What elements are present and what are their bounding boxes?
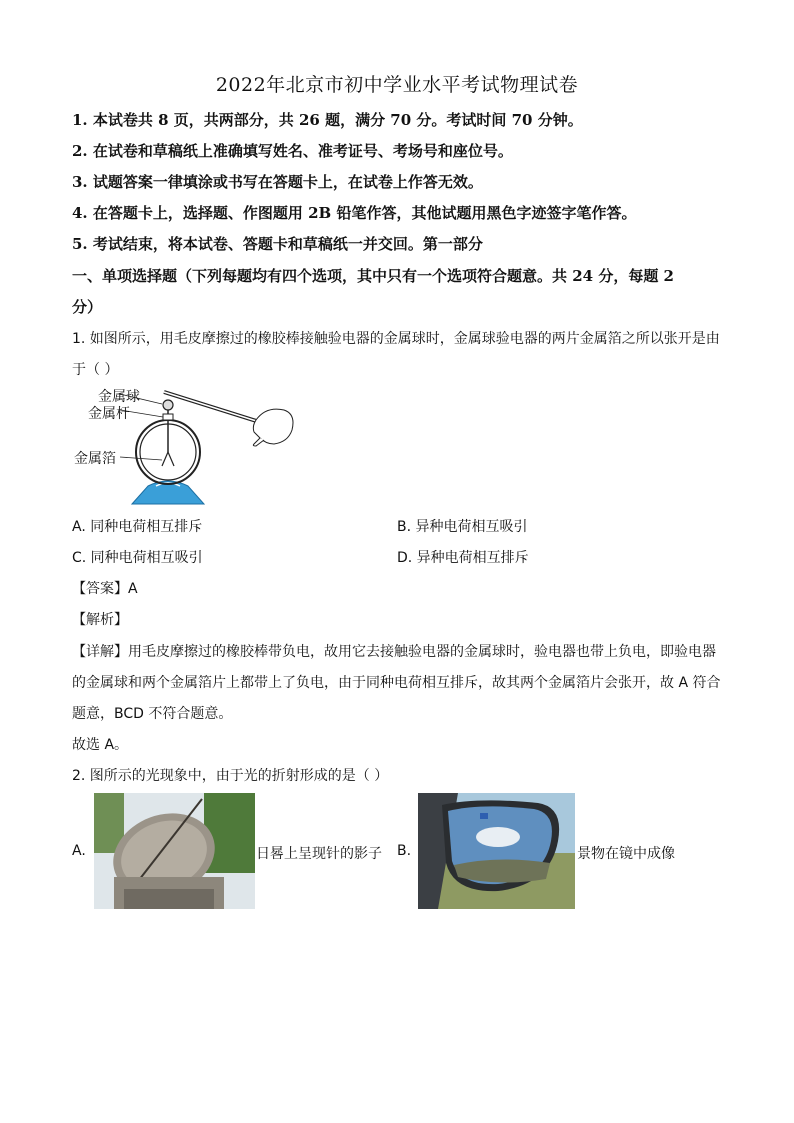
q1-option-c: C. 同种电荷相互吸引 [72,550,203,566]
q1-option-d: D. 异种电荷相互排斥 [397,550,529,566]
q1-analysis-label: 【解析】 [72,612,128,628]
section-heading-cont: 分） [72,298,103,316]
q2-option-a-text: 日晷上呈现针的影子 [256,846,382,862]
q2-option-b-text: 景物在镜中成像 [577,846,675,862]
q2-option-b-letter: B. [397,843,412,859]
q1-option-a: A. 同种电荷相互排斥 [72,519,203,535]
q1-detail-1: 【详解】用毛皮摩擦过的橡胶棒带负电，故用它去接触验电器的金属球时，验电器也带上负电，即验电器 [72,644,716,660]
q1-conclusion: 故选 A。 [72,737,129,753]
label-metal-ball: 金属球 [98,389,140,405]
section-heading: 一、单项选择题（下列每题均有四个选项，其中只有一个选项符合题意。共 24 分，每题 2 [72,267,674,285]
sundial-photo [94,793,255,909]
label-metal-rod: 金属杆 [88,406,130,422]
q1-stem-cont: 于（ ） [72,362,119,378]
q1-detail-3: 题意，BCD 不符合题意。 [72,706,233,722]
q2-stem: 2. 图所示的光现象中，由于光的折射形成的是（ ） [72,768,389,784]
mirror-photo [418,793,575,909]
q2-option-a-letter: A. [72,843,86,859]
instruction-3: 3. 试题答案一律填涂或书写在答题卡上，在试卷上作答无效。 [72,173,483,191]
instruction-2: 2. 在试卷和草稿纸上准确填写姓名、准考证号、考场号和座位号。 [72,142,513,160]
instruction-5: 5. 考试结束，将本试卷、答题卡和草稿纸一并交回。第一部分 [72,235,483,253]
label-metal-foil: 金属箔 [74,451,116,467]
q1-answer: 【答案】A [72,581,138,597]
q1-stem: 1. 如图所示，用毛皮摩擦过的橡胶棒接触验电器的金属球时，金属球验电器的两片金属箔之所以张开是由 [72,331,720,347]
instruction-1: 1. 本试卷共 8 页，共两部分，共 26 题，满分 70 分。考试时间 70 分钟。 [72,111,583,129]
q1-detail-2: 的金属球和两个金属箔片上都带上了负电，由于同种电荷相互排斥，故其两个金属箔片会张开，故 A 符合 [72,675,721,691]
page-title: 2022年北京市初中学业水平考试物理试卷 [215,74,579,96]
instruction-4: 4. 在答题卡上，选择题、作图题用 2B 铅笔作答，其他试题用黑色字迹签字笔作答。 [72,204,637,222]
q1-option-b: B. 异种电荷相互吸引 [397,519,528,535]
